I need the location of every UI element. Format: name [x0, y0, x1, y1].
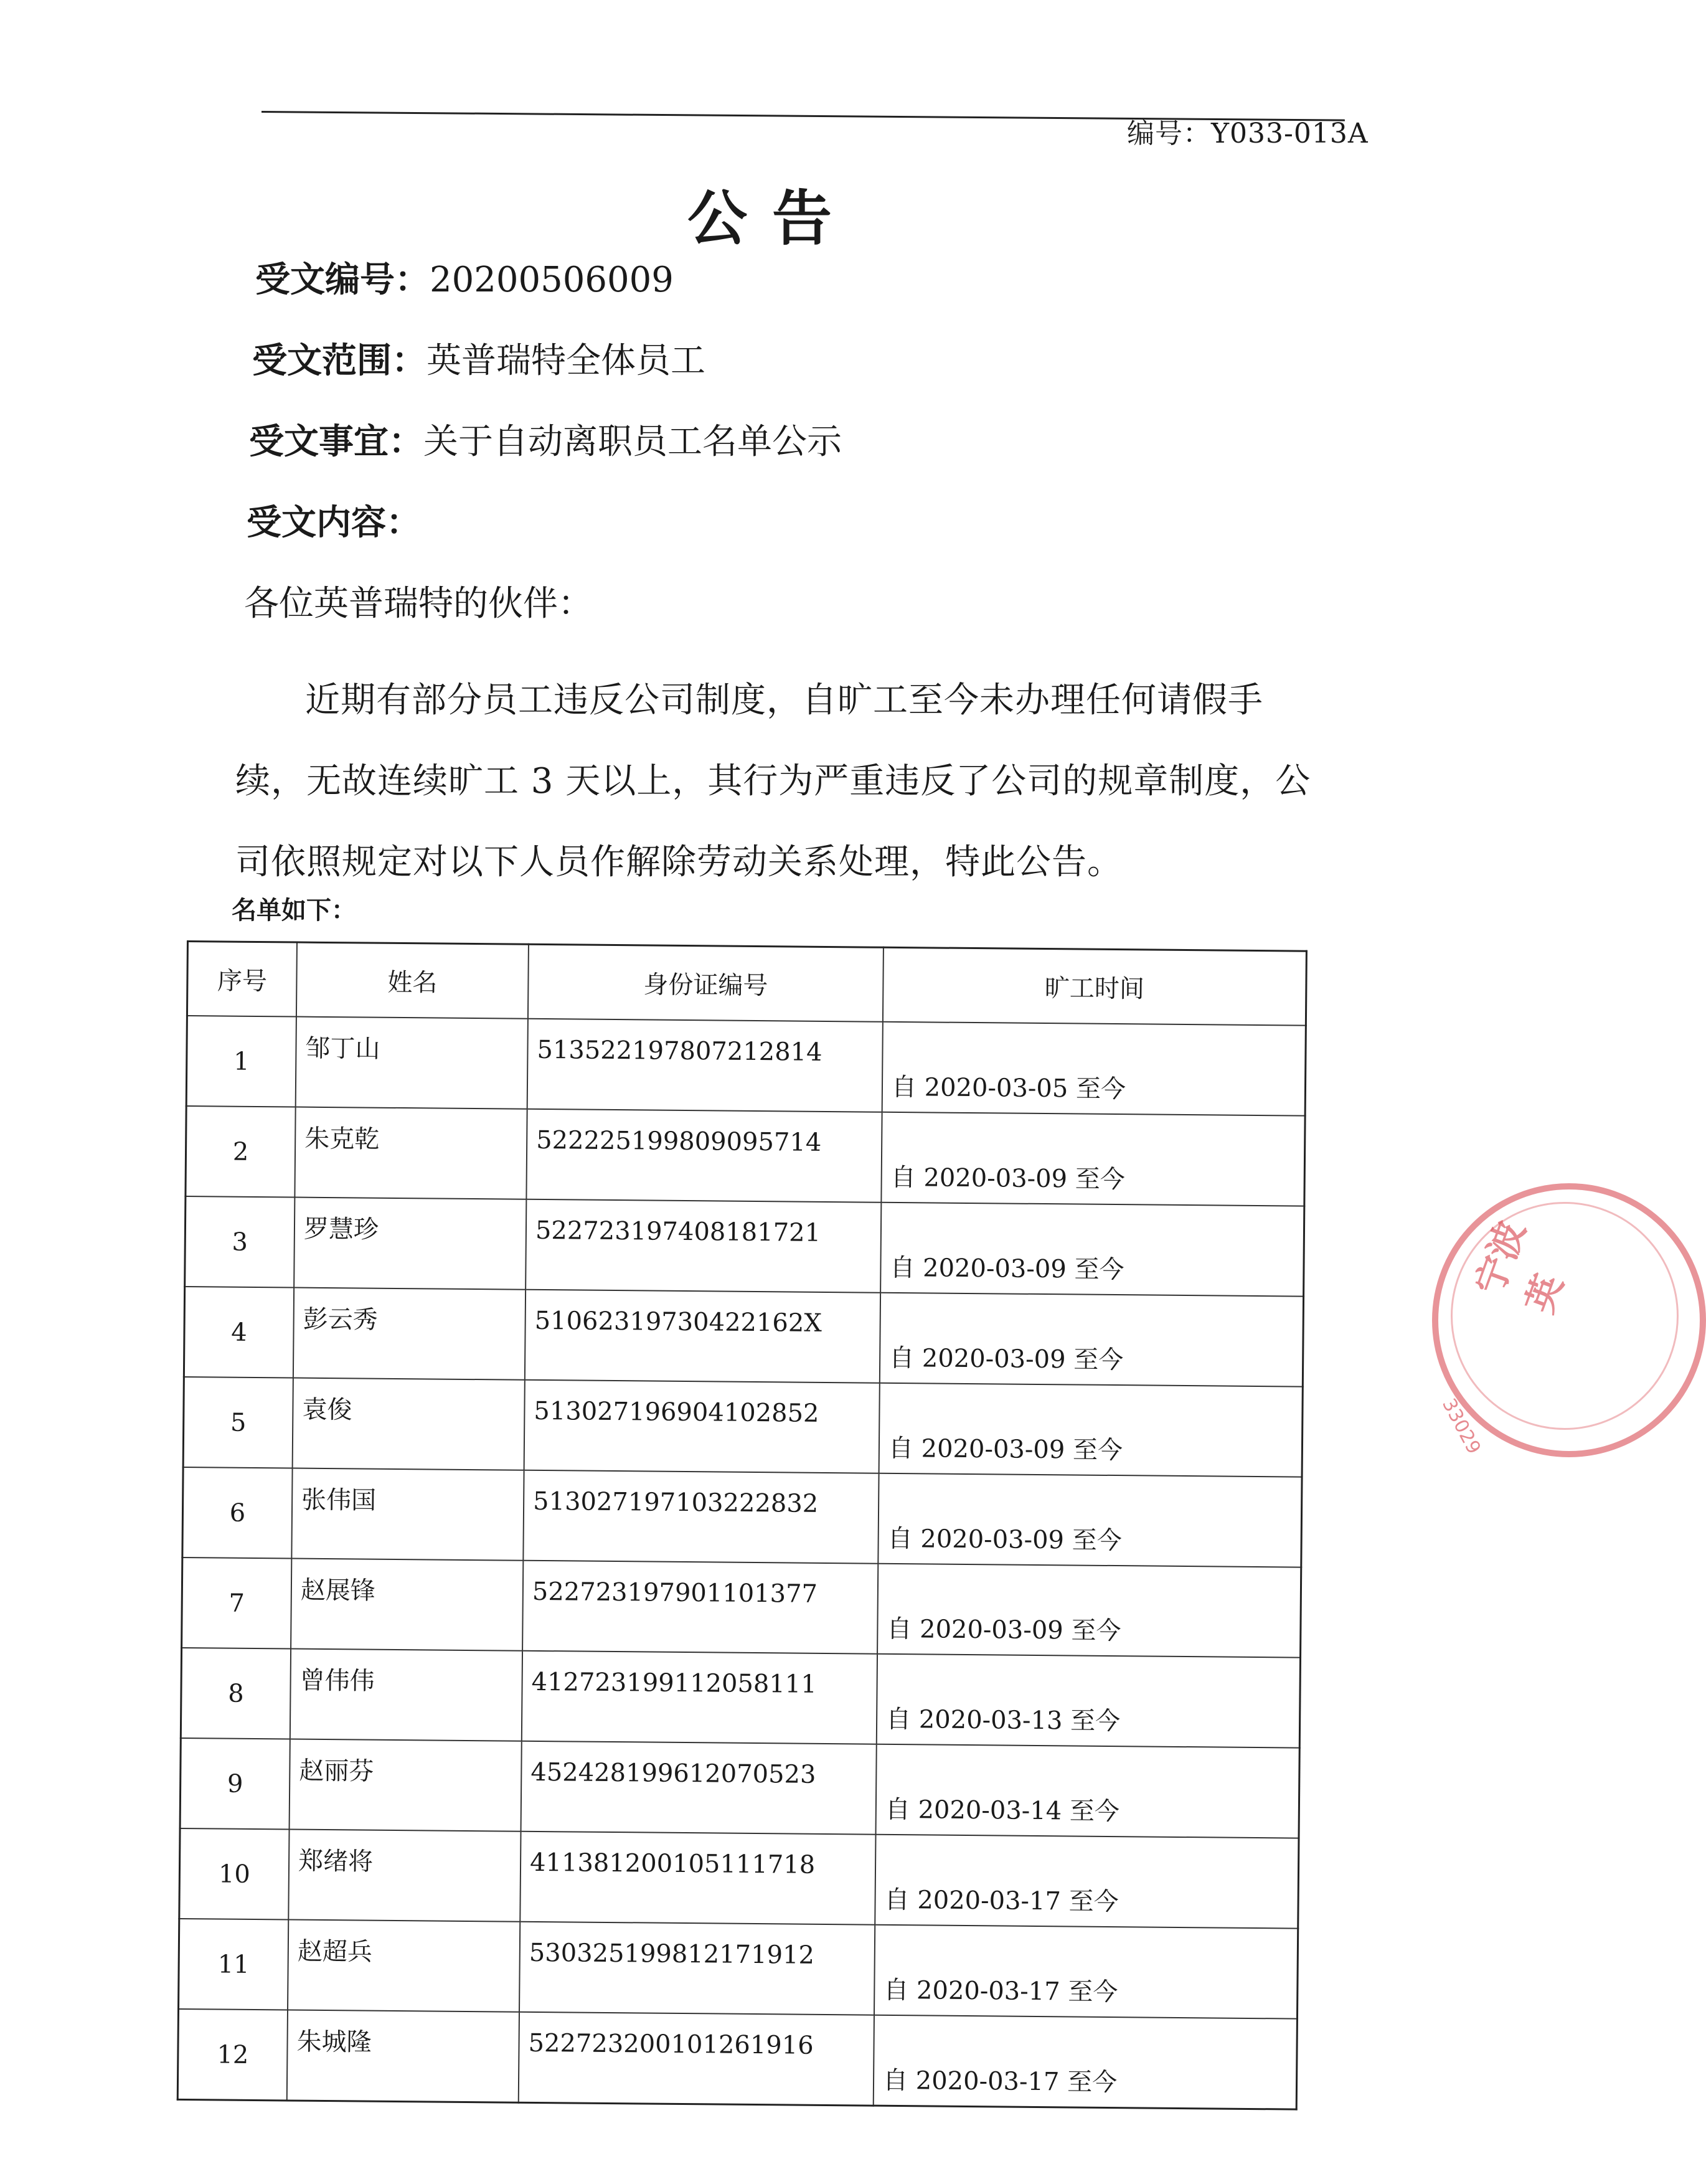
row-name: 罗慧珍: [294, 1198, 526, 1290]
document-number: 编号：Y033-013A: [1127, 118, 1369, 149]
header-no: 序号: [187, 942, 297, 1017]
row-id: 411381200105111718: [520, 1832, 875, 1925]
row-date: 自 2020-03-09 至今: [878, 1473, 1302, 1567]
row-name: 朱城隆: [287, 2010, 519, 2102]
company-seal-text: 宁波英: [1468, 1215, 1572, 1319]
row-date: 自 2020-03-17 至今: [874, 2015, 1298, 2109]
content-label: 受文内容：: [247, 503, 421, 543]
row-id: 522723200101261916: [519, 2012, 874, 2106]
subject-line: [249, 414, 842, 464]
row-id: 513027197103222832: [523, 1470, 879, 1564]
roster-table-wrap: [177, 940, 1308, 2111]
table-row: [180, 1738, 1299, 1838]
table-row: [186, 1106, 1305, 1206]
row-id: 513522197807212814: [527, 1019, 883, 1112]
table-header-row: [187, 942, 1306, 1026]
row-no: 4: [184, 1287, 294, 1378]
row-name: 朱克乾: [295, 1107, 527, 1199]
row-id: 51062319730422162X: [525, 1290, 880, 1383]
subject-label: 受文事宜：: [249, 422, 423, 462]
row-no: 5: [183, 1377, 293, 1468]
row-no: 3: [185, 1196, 295, 1288]
roster-table: [177, 940, 1308, 2111]
table-row: [181, 1648, 1300, 1748]
row-no: 10: [179, 1828, 290, 1920]
receipt-number-value: 20200506009: [430, 260, 674, 300]
company-seal-code: 33029: [1438, 1395, 1485, 1458]
table-row: [184, 1287, 1303, 1387]
row-no: 9: [180, 1738, 290, 1830]
row-name: 赵展锋: [291, 1559, 523, 1651]
row-date: 自 2020-03-14 至今: [876, 1744, 1300, 1838]
table-row: [182, 1467, 1302, 1567]
row-name: 张伟国: [291, 1468, 524, 1561]
row-no: 11: [179, 1919, 289, 2010]
row-name: 袁俊: [293, 1378, 525, 1470]
list-label: 名单如下：: [232, 896, 356, 925]
row-id: 530325199812171912: [519, 1922, 875, 2015]
row-name: 郑绪将: [288, 1829, 521, 1921]
row-no: 8: [181, 1648, 291, 1739]
row-id: 522723197408181721: [525, 1199, 881, 1293]
table-row: [185, 1196, 1304, 1297]
row-no: 6: [182, 1467, 293, 1559]
body-paragraph: 近期有部分员工违反公司制度，自旷工至今未办理任何请假手续，无故连续旷工 3 天以上，其行为严重违反了公司的规章制度，公司依照规定对以下人员作解除劳动关系处理，特此公告。: [235, 680, 1311, 882]
row-date: 自 2020-03-09 至今: [880, 1293, 1304, 1387]
table-row: [177, 2009, 1297, 2109]
row-name: 赵超兵: [288, 1919, 520, 2011]
table-row: [179, 1828, 1299, 1929]
row-name: 曾伟伟: [290, 1649, 522, 1741]
row-date: 自 2020-03-17 至今: [875, 1835, 1299, 1929]
page-title: 公告: [687, 184, 857, 253]
header-name: 姓名: [296, 942, 529, 1019]
table-row: [182, 1558, 1301, 1658]
row-date: 自 2020-03-09 至今: [881, 1112, 1305, 1206]
row-date: 自 2020-03-09 至今: [877, 1564, 1301, 1658]
receipt-number-line: [255, 252, 674, 302]
row-date: 自 2020-03-17 至今: [874, 1925, 1298, 2019]
row-name: 赵丽芬: [290, 1739, 522, 1831]
scope-label: 受文范围：: [252, 341, 426, 381]
row-id: 522723197901101377: [522, 1561, 878, 1654]
row-date: 自 2020-03-05 至今: [882, 1022, 1306, 1116]
table-row: [183, 1377, 1303, 1477]
subject-value: 关于自动离职员工名单公示: [423, 422, 842, 462]
table-row: [186, 1016, 1306, 1116]
header-id: 身份证编号: [528, 944, 884, 1021]
row-date: 自 2020-03-09 至今: [880, 1203, 1304, 1297]
row-no: 2: [186, 1106, 296, 1198]
row-name: 邹丁山: [296, 1017, 528, 1109]
header-date: 旷工时间: [883, 947, 1307, 1025]
row-no: 12: [177, 2009, 288, 2101]
row-date: 自 2020-03-09 至今: [879, 1383, 1303, 1477]
receipt-number-label: 受文编号：: [255, 260, 430, 300]
scope-value: 英普瑞特全体员工: [426, 341, 705, 381]
row-date: 自 2020-03-13 至今: [877, 1654, 1301, 1748]
row-no: 1: [186, 1016, 296, 1107]
greeting: 各位英普瑞特的伙伴：: [244, 584, 593, 624]
row-no: 7: [182, 1558, 292, 1649]
row-id: 513027196904102852: [524, 1380, 880, 1473]
row-id: 522225199809095714: [526, 1109, 882, 1203]
content-line: [247, 495, 421, 545]
row-id: 412723199112058111: [522, 1651, 877, 1744]
table-row: [179, 1919, 1298, 2019]
row-id: 452428199612070523: [521, 1741, 877, 1835]
scope-line: [252, 333, 705, 383]
row-name: 彭云秀: [293, 1288, 525, 1380]
